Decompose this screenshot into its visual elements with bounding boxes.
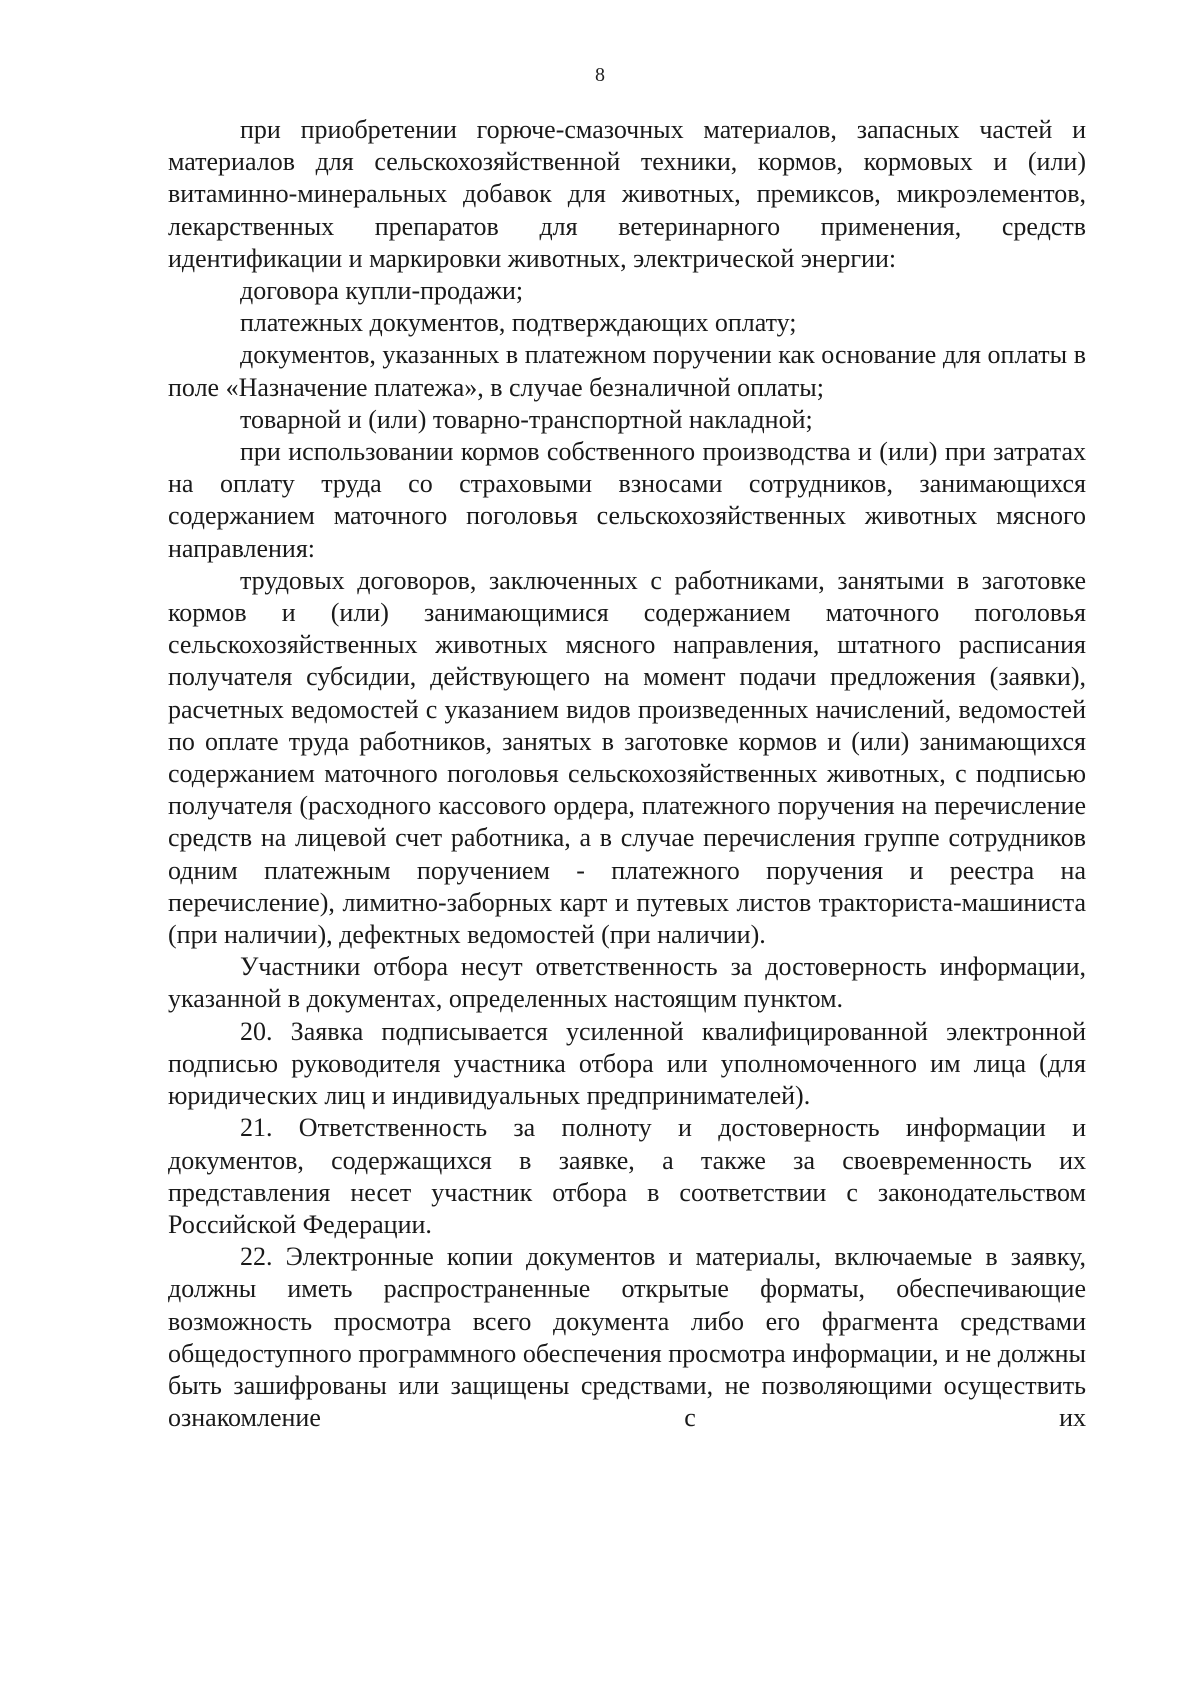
document-body xyxy=(168,114,1086,1434)
paragraph-own-feed-labor-costs: при использовании кормов собственного производства и (или) при затратах на оплату труда со страховыми взносами сотрудников, занимающихся содержанием маточного поголовья сельскохозяйственных животных мясного направления: xyxy=(168,437,1086,563)
paragraph-payment-documents: платежных документов, подтверждающих оплату; xyxy=(240,308,797,338)
paragraph-payment-purpose-documents: документов, указанных в платежном поручении как основание для оплаты в поле «Назначение платежа», в случае безналичной оплаты; xyxy=(168,340,1086,402)
paragraph-item-20: 20. Заявка подписывается усиленной квалифицированной электронной подписью руководителя участника отбора или уполномоченного им лица (для юридических лиц и индивидуальных предпринимателей). xyxy=(168,1016,1086,1111)
paragraph-waybill: товарной и (или) товарно-транспортной накладной; xyxy=(240,404,813,434)
page-number: 8 xyxy=(595,64,605,86)
paragraph-item-21: 21. Ответственность за полноту и достоверность информации и документов, содержащихся в заявке, а также за своевременность их представления несет участник отбора в соответствии с законодательством Российской Федерации. xyxy=(168,1113,1086,1239)
paragraph-purchase-materials: при приобретении горюче-смазочных материалов, запасных частей и материалов для сельскохозяйственной техники, кормов, кормовых и (или) витаминно-минеральных добавок для животных, премиксов, микроэлементов, лекарственных препаратов для ветеринарного применения, средств идентификации и маркировки животных, электрической энергии: xyxy=(168,115,1086,273)
paragraph-sale-contract: договора купли-продажи; xyxy=(240,276,524,306)
paragraph-employment-contracts: трудовых договоров, заключенных с работниками, занятыми в заготовке кормов и (или) занимающимися содержанием маточного поголовья сельскохозяйственных животных мясного направления, штатного расписания получателя субсидии, действующего на момент подачи предложения (заявки), расчетных ведомостей с указанием видов произведенных начислений, ведомостей по оплате труда работников, занятых в заготовке кормов и (или) занимающихся содержанием маточного поголовья сельскохозяйственных животных, с подписью получателя (расходного кассового ордера, платежного поручения на перечисление средств на лицевой счет работника, а в случае перечисления группе сотрудников одним платежным поручением - платежного поручения и реестра на перечисление), лимитно-заборных карт и путевых листов тракториста-машиниста (при наличии), дефектных ведомостей (при наличии). xyxy=(168,565,1086,950)
paragraph-participant-responsibility: Участники отбора несут ответственность за достоверность информации, указанной в документах, определенных настоящим пунктом. xyxy=(168,952,1086,1014)
paragraph-item-22: 22. Электронные копии документов и материалы, включаемые в заявку, должны иметь распространенные открытые форматы, обеспечивающие возможность просмотра всего документа либо его фрагмента средствами общедоступного программного обеспечения просмотра информации, и не должны быть зашифрованы или защищены средствами, не позволяющими осуществить ознакомление с их xyxy=(168,1242,1086,1433)
